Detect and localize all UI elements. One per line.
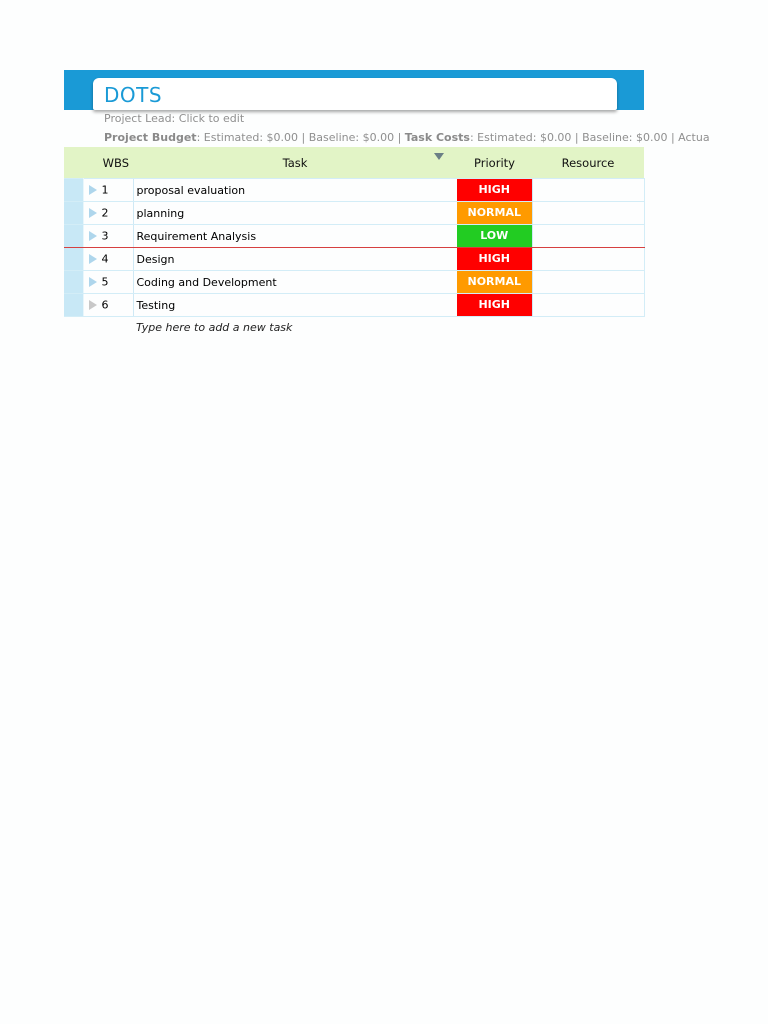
project-title-card[interactable]	[93, 78, 617, 110]
task-name-cell[interactable]: planning	[133, 202, 457, 225]
project-lead[interactable]: Project Lead: Click to edit	[104, 112, 245, 125]
header-task-label: Task	[282, 155, 308, 170]
table-header	[64, 147, 644, 179]
task-name-cell[interactable]: Testing	[133, 294, 457, 317]
wbs-cell[interactable]	[83, 294, 133, 317]
wbs-number: 5	[101, 275, 109, 289]
table-row[interactable]	[64, 202, 644, 225]
wbs-number: 6	[101, 298, 109, 312]
resource-cell[interactable]	[532, 179, 644, 202]
header-priority[interactable]: Priority	[457, 147, 532, 179]
task-costs-label: Task Costs	[404, 131, 470, 144]
row-tab	[64, 202, 83, 225]
row-tab	[64, 294, 83, 317]
header-task[interactable]	[133, 147, 457, 179]
resource-cell[interactable]	[532, 271, 644, 294]
resource-cell[interactable]	[532, 248, 644, 271]
row-tab	[64, 225, 83, 248]
budget-values: : Estimated: $0.00 | Baseline: $0.00 |	[196, 131, 405, 144]
priority-badge: LOW	[457, 225, 532, 247]
header-wbs[interactable]: WBS	[83, 147, 133, 179]
task-name-cell[interactable]: Design	[133, 248, 457, 271]
wbs-number: 4	[101, 252, 109, 266]
triangle-right-icon[interactable]	[89, 231, 97, 241]
task-costs-values: : Estimated: $0.00 | Baseline: $0.00 | Actua	[469, 131, 710, 144]
row-tab	[64, 271, 83, 294]
wbs-cell[interactable]	[83, 179, 133, 202]
priority-badge: HIGH	[457, 294, 532, 316]
priority-cell[interactable]	[457, 225, 532, 248]
priority-cell[interactable]	[457, 294, 532, 317]
row-tab	[64, 248, 83, 271]
wbs-number: 1	[101, 183, 109, 197]
project-title[interactable]: DOTS	[104, 83, 163, 107]
resource-cell[interactable]	[532, 225, 644, 248]
budget-label: Project Budget	[104, 131, 197, 144]
wbs-cell[interactable]	[83, 271, 133, 294]
wbs-number: 3	[101, 229, 109, 243]
triangle-right-icon[interactable]	[89, 277, 97, 287]
task-name-cell[interactable]: Requirement Analysis	[133, 225, 457, 248]
priority-cell[interactable]	[457, 271, 532, 294]
priority-cell[interactable]	[457, 179, 532, 202]
row-tab	[64, 179, 83, 202]
wbs-cell[interactable]	[83, 202, 133, 225]
header-tab-cell	[64, 147, 83, 179]
table-row[interactable]	[64, 271, 644, 294]
project-budget-line	[104, 131, 710, 144]
header-resource[interactable]: Resource	[532, 147, 644, 179]
priority-cell[interactable]	[457, 202, 532, 225]
task-name-cell[interactable]: proposal evaluation	[133, 179, 457, 202]
resource-cell[interactable]	[532, 202, 644, 225]
table-row[interactable]	[64, 225, 644, 248]
table-row[interactable]	[64, 248, 644, 271]
priority-badge: HIGH	[457, 248, 532, 270]
priority-badge: NORMAL	[457, 271, 532, 293]
table-row[interactable]	[64, 179, 644, 202]
triangle-right-icon[interactable]	[89, 185, 97, 195]
triangle-right-icon[interactable]	[89, 300, 97, 310]
wbs-number: 2	[101, 206, 109, 220]
filter-dropdown-icon[interactable]	[434, 153, 444, 160]
priority-cell[interactable]	[457, 248, 532, 271]
add-task-input[interactable]: Type here to add a new task	[136, 321, 293, 334]
wbs-cell[interactable]	[83, 248, 133, 271]
task-name-cell[interactable]: Coding and Development	[133, 271, 457, 294]
task-rows	[64, 179, 644, 317]
triangle-right-icon[interactable]	[89, 208, 97, 218]
resource-cell[interactable]	[532, 294, 644, 317]
wbs-cell[interactable]	[83, 225, 133, 248]
task-table	[64, 147, 645, 317]
table-row[interactable]	[64, 294, 644, 317]
triangle-right-icon[interactable]	[89, 254, 97, 264]
priority-badge: NORMAL	[457, 202, 532, 224]
priority-badge: HIGH	[457, 179, 532, 201]
